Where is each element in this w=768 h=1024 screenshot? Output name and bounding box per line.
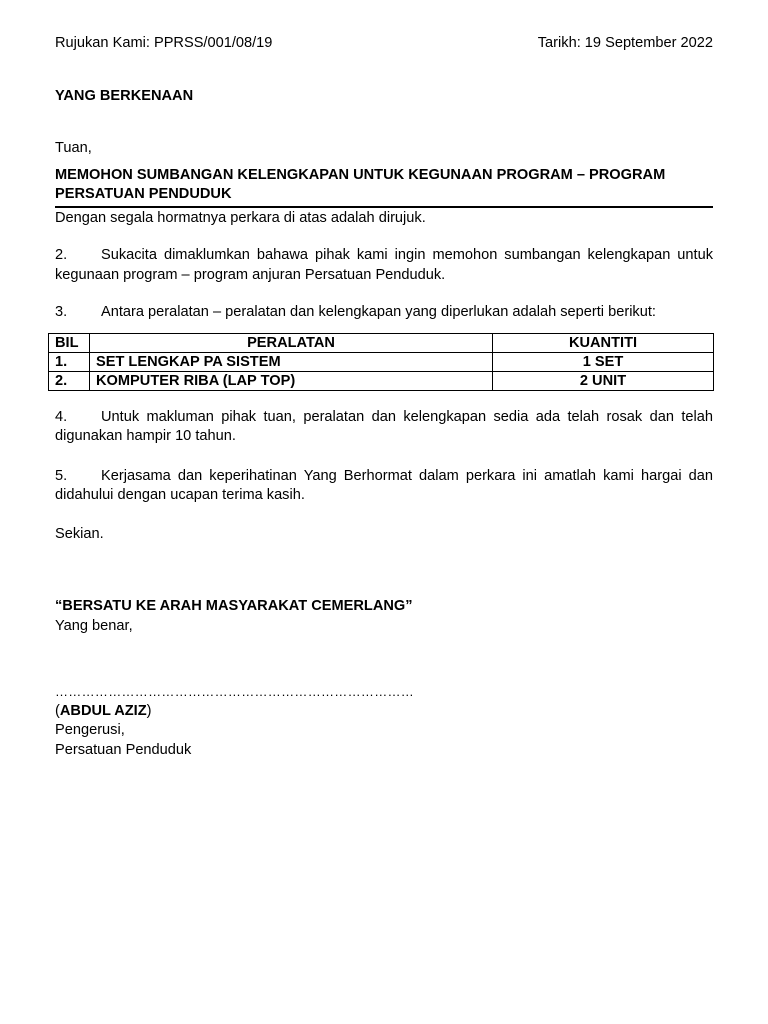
letter-header (55, 34, 713, 54)
paragraph-2-text: Sukacita dimaklumkan bahawa pihak kami ingin memohon sumbangan kelengkapan untuk kegunaan program – program anjuran Persatuan Penduduk. (55, 247, 713, 283)
table-row (49, 352, 714, 371)
paragraph-2 (55, 246, 713, 285)
paragraph-3 (55, 303, 713, 323)
signatory-name-text: ABDUL AZIZ (59, 702, 147, 719)
signatory-organisation: Persatuan Penduduk (55, 741, 192, 758)
equipment-table (48, 333, 714, 391)
subject-heading (55, 166, 713, 208)
paragraph-5-number: 5. (55, 467, 68, 484)
letter (55, 34, 713, 760)
signature-line: ……………………………………………………………………… (55, 684, 415, 699)
table-cell-item: KOMPUTER RIBA (LAP TOP) (90, 371, 493, 390)
table-header-bil: BIL (49, 333, 90, 352)
paragraph-5 (55, 467, 713, 506)
table-header-kuantiti: KUANTITI (493, 333, 714, 352)
paragraph-4-text: Untuk makluman pihak tuan, peralatan dan kelengkapan sedia ada telah rosak dan telah digunakan hampir 10 tahun. (55, 408, 713, 444)
paragraph-5-text: Kerjasama dan keperihatinan Yang Berhormat dalam perkara ini amatlah kami hargai dan didahului dengan ucapan terima kasih. (55, 467, 713, 503)
subject-line-2: PERSATUAN PENDUDUK (55, 186, 232, 202)
table-cell-bil: 1. (49, 352, 90, 371)
table-row (49, 371, 714, 390)
name-open-paren: ( (55, 702, 60, 719)
recipient: YANG BERKENAAN (55, 87, 194, 104)
subject-line-1: MEMOHON SUMBANGAN KELENGKAPAN UNTUK KEGUNAAN PROGRAM – PROGRAM (55, 166, 666, 183)
paragraph-3-text: Antara peralatan – peralatan dan kelengkapan yang diperlukan adalah seperti berikut: (101, 304, 656, 320)
letter-date: Tarikh: 19 September 2022 (537, 35, 713, 51)
signatory-name (55, 702, 713, 722)
table-cell-quantity: 2 UNIT (493, 371, 714, 390)
table-header-peralatan: PERALATAN (90, 333, 493, 352)
reference-number: Rujukan Kami: PPRSS/001/08/19 (55, 35, 273, 51)
valediction: Yang benar, (55, 617, 133, 634)
paragraph-2-number: 2. (55, 247, 68, 263)
paragraph-4-number: 4. (55, 408, 68, 425)
paragraph-3-number: 3. (55, 304, 68, 320)
closing: Sekian. (55, 525, 104, 542)
motto: “BERSATU KE ARAH MASYARAKAT CEMERLANG” (55, 598, 413, 614)
table-header-row (49, 333, 714, 352)
salutation: Tuan, (55, 140, 92, 156)
name-close-paren: ) (146, 702, 152, 719)
table-cell-item: SET LENGKAP PA SISTEM (90, 352, 493, 371)
paragraph-1: Dengan segala hormatnya perkara di atas adalah dirujuk. (55, 209, 426, 226)
table-cell-bil: 2. (49, 371, 90, 390)
table-cell-quantity: 1 SET (493, 352, 714, 371)
paragraph-4 (55, 408, 713, 447)
signatory-title: Pengerusi, (55, 722, 125, 738)
